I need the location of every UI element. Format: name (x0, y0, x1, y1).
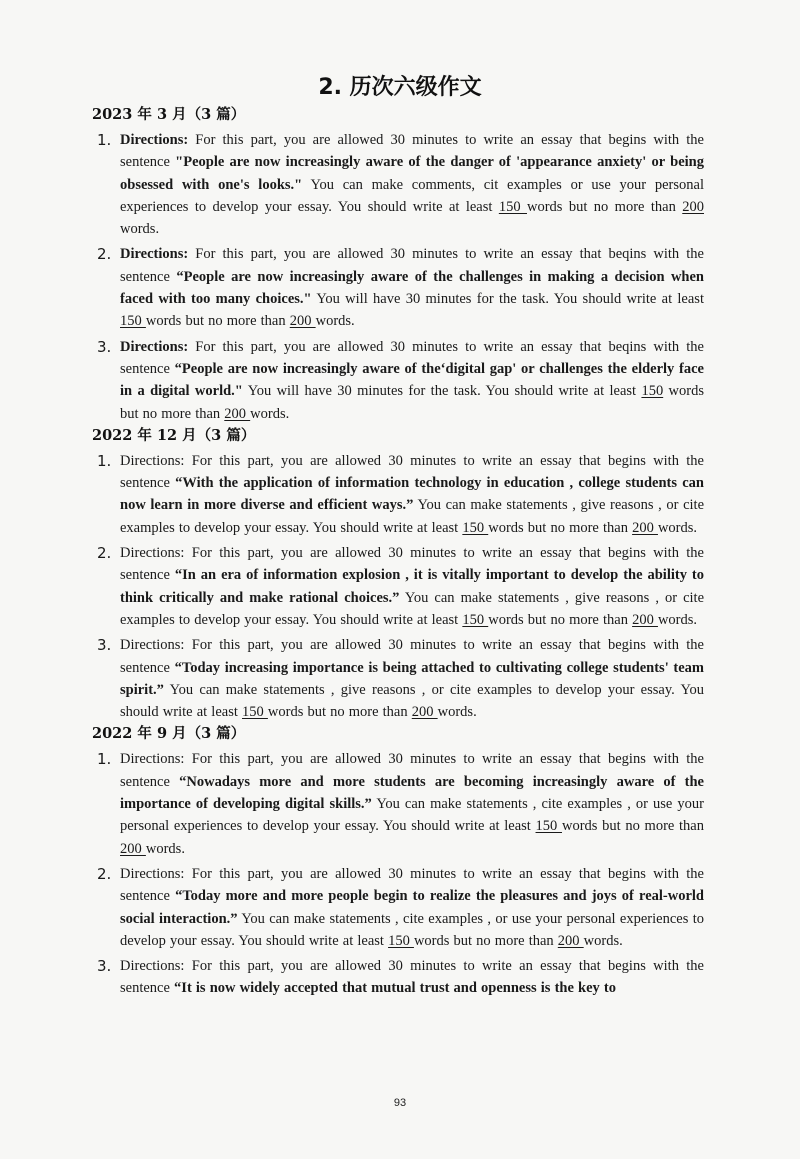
item-text (120, 336, 704, 425)
text-run: words. (120, 221, 160, 238)
text-run: You can make statements , cite examples , or use your personal experiences to develop your essay. You should write at least (120, 910, 704, 949)
word-count: 150 (388, 932, 414, 949)
question-item (92, 748, 704, 859)
text-run: Directions: For this part, you are allowed 30 minutes to write an essay that begins with the sentence (120, 452, 704, 492)
item-number: 1. (97, 750, 112, 769)
question-item (92, 863, 704, 952)
word-count: 150 (462, 611, 489, 628)
section-heading: 2023 年 3 月（3 篇） (92, 106, 246, 123)
text-run: You will have 30 minutes for the task. You should write at least (311, 291, 704, 308)
text-run: Directions: For this part, you are allowed 30 minutes to write an essay that begins with the sentence (120, 545, 704, 584)
word-count: 150 (498, 198, 527, 215)
item-number: 2. (97, 544, 112, 563)
bold-prompt: “It is now widely accepted that mutual trust and openness is the key to (174, 980, 616, 997)
text-run: You can make comments, cit examples or use your personal experiences to develop your essay. You should write at least (120, 176, 704, 215)
text-run: For this part, you are allowed 30 minutes to write an essay that beqins with the sentence (120, 246, 704, 285)
bold-prompt: “With the application of information technology in education , college students can now learn in more diverse and efficient ways.” (120, 475, 704, 514)
text-run: words. (145, 840, 185, 857)
item-number: 1. (97, 131, 112, 149)
question-item (92, 542, 704, 631)
item-text (120, 542, 704, 631)
word-count: 200 (411, 704, 438, 721)
word-count: 200 (289, 313, 316, 330)
text-run: words. (583, 932, 623, 949)
text-run: Directions: For this part, you are allowed 30 minutes to write an essay that begins with the sentence (120, 751, 704, 790)
bold-prompt: "People are now increasingly aware of the danger of 'appearance anxiety' or being obsessed with one's looks." (120, 154, 704, 193)
text-run: You can make statements , cite examples , or use your personal experiences to develop your essay. You should write at least (120, 796, 704, 835)
item-number: 2. (97, 245, 112, 264)
word-count: 200 (632, 519, 658, 536)
text-run: words. (437, 704, 477, 721)
text-run: You can make statements , give reasons , or cite examples to develop your essay. You should write at least (120, 681, 704, 721)
item-text (120, 863, 704, 952)
question-item (92, 243, 704, 332)
bold-prompt: “People are now increasingly aware of the‘digital gap' or challenges the elderly face in a digital world." (120, 360, 704, 400)
word-count: 150 (535, 818, 562, 835)
question-item (92, 634, 704, 723)
item-number: 3. (97, 337, 112, 356)
text-run: For this part, you are allowed 30 minutes to write an essay that beqins with the sentence (120, 338, 704, 377)
text-run: words but no more than (145, 313, 290, 330)
page-content (92, 104, 704, 1000)
question-item (92, 450, 704, 539)
item-text (120, 450, 704, 539)
text-run: Directions: For this part, you are allowed 30 minutes to write an essay that begins with the sentence (120, 865, 704, 905)
item-number: 3. (97, 957, 112, 976)
text-run: words but no more than (267, 704, 412, 721)
text-run: words but no more than (413, 932, 558, 949)
item-number: 1. (97, 451, 112, 470)
bold-prompt: Directions: (120, 132, 189, 148)
word-count: 200 (120, 840, 146, 857)
text-run: words but no more than (488, 519, 633, 536)
text-run: words but no more than (526, 198, 683, 215)
word-count: 150 (242, 704, 268, 721)
text-run: words. (657, 611, 698, 628)
question-item (92, 955, 704, 1000)
question-item (92, 336, 704, 425)
item-text (120, 955, 704, 1000)
word-count: 150 (120, 313, 146, 330)
text-run: words. (315, 313, 355, 330)
text-run: words. (657, 519, 698, 536)
word-count: 200 (682, 198, 704, 215)
section-heading: 2022 年 9 月（3 篇） (92, 725, 246, 743)
item-number: 3. (97, 636, 112, 655)
text-run: You can make statements , give reasons , or cite examples to develop your essay. You should write at least (120, 589, 705, 628)
item-text (120, 748, 704, 859)
page-title: 2. 历次六级作文 (318, 75, 482, 100)
word-count: 200 (224, 405, 251, 422)
bold-prompt: “Nowadays more and more students are becoming increasingly aware of the importance of developing digital skills.” (120, 773, 704, 813)
word-count: 200 (557, 932, 584, 949)
word-count: 150 (641, 383, 664, 400)
item-text (120, 129, 704, 240)
bold-prompt: “People are now increasingly aware of the challenges in making a decision when faced with too many choices." (120, 268, 704, 308)
section-heading: 2022 年 12 月（3 篇） (92, 426, 256, 444)
page-number: 93 (393, 1097, 407, 1109)
text-run: Directions: For this part, you are allowed 30 minutes to write an essay that begins with the sentence (120, 637, 704, 676)
bold-prompt: “In an era of information explosion , it is vitally important to develop the ability to think critically and make rational choices.” (120, 567, 704, 606)
word-count: 150 (462, 519, 489, 536)
text-run: words. (250, 405, 290, 422)
bold-prompt: “Today increasing importance is being attached to cultivating college students' team spirit.” (120, 659, 704, 698)
text-run: You will have 30 minutes for the task. You should write at least (242, 383, 642, 400)
question-item (92, 129, 704, 240)
text-run: words but no more than (561, 818, 704, 835)
text-run: You can make statements , give reasons , or cite examples to develop your essay. You should write at least (120, 497, 704, 536)
item-number: 2. (97, 864, 112, 883)
item-text (120, 634, 704, 723)
bold-prompt: Directions: (120, 338, 189, 355)
text-run: words but no more than (488, 611, 633, 628)
bold-prompt: “Today more and more people begin to realize the pleasures and joys of real-world social interaction.” (120, 888, 704, 927)
item-text (120, 243, 704, 332)
text-run: For this part, you are allowed 30 minutes to write an essay that begins with the sentence (120, 132, 704, 171)
text-run: words but no more than (120, 383, 704, 422)
text-run: Directions: For this part, you are allowed 30 minutes to write an essay that begins with the sentence (120, 958, 704, 997)
bold-prompt: Directions: (120, 246, 189, 263)
word-count: 200 (632, 611, 658, 628)
